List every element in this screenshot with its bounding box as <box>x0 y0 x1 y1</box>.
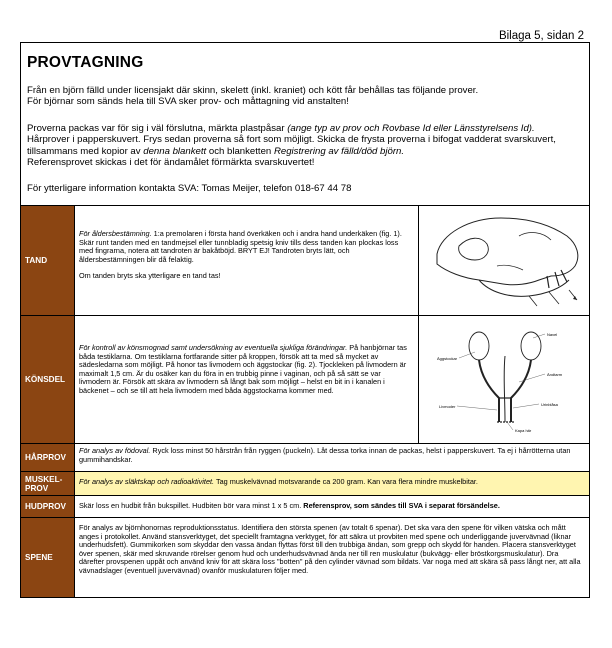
row-hudprov <box>21 495 589 517</box>
row-text <box>74 496 589 517</box>
row-label: HÅRPROV <box>21 444 74 471</box>
row-text <box>74 316 418 443</box>
bear-skull-icon <box>419 206 590 314</box>
figure-label: Ändtarm <box>547 372 563 377</box>
row-label: SPENE <box>21 518 74 597</box>
skull-figure <box>418 206 589 315</box>
lead-text: För analys av släktskap och radioaktivitet. <box>79 477 215 486</box>
row-tand <box>21 205 589 315</box>
row-label: HUDPROV <box>21 496 74 517</box>
intro-text: För björnar som sänds hela till SVA sker prov- och måttagning vid anstalten! <box>27 96 349 108</box>
row-text <box>74 206 418 315</box>
bold-text: Referensprov, som sändes till SVA i separat försändelse. <box>303 501 500 510</box>
page-title: PROVTAGNING <box>27 54 144 71</box>
figure-label: Äggstockar <box>437 356 458 361</box>
row-label: MUSKEL- PROV <box>21 472 74 495</box>
body-text: För analys av björnhonornas reproduktionsstatus. Identifiera den största spenen (av totalt 6 spenar). Det ska vara den spene för vilken vätska och mått anges i protokollet. Använd stansverktyget, det speciellt framtagna verktyget, för att säkra ut provbiten med spene och underliggande juvervävnad (liknar underhudsfett). Gummikorken som skyddar den vassa ändan flyttas först till den trubbiga ändan, som grepp och skydd för handen. Placera stansverktyget över spenen, skär med skruvande rörelser genom hud och underhudsvävnad ända ner till ren muskulatur (bukvägg- eller bröstkorgsmuskulatur). Dra därefter provspenen uppåt och använd kniv för att skära loss "botten" på den cylinder vävnad som bildats. Var noga med att skära så pass långt ner, att alla vävnadslager (eventuell juvervävnad) ovanför muskulaturen följer med. <box>79 523 581 575</box>
intro-text: Proverna packas var för sig i väl förslutna, märkta plastpåsar <box>27 123 288 134</box>
body-text: Skär loss en hudbit från bukspillet. Hudbiten bör vara minst 1 x 5 cm. <box>79 501 304 510</box>
intro-italic: Registrering av fälld/död björn. <box>273 145 405 157</box>
row-text <box>74 444 589 471</box>
row-text <box>74 518 589 597</box>
uterus-figure <box>418 316 589 443</box>
page-reference: Bilaga 5, sidan 2 <box>498 30 584 42</box>
body-text: På hanbjörnar tas båda testiklarna. Om testiklarna fortfarande sitter på kroppen, försök att ta med så mycket av sädesledarna som möjligt. På honor tas livmodern och äggstockar (fig. 2). Tjockleken på livmodern är maximalt 1,5 cm. Är du osäker kan du föra in en trubbig pinne i vaginan, och på så sätt se var livmodern är. Försök att skära av livmodern så långt bak som möjligt – helst en bit in i kanalen i bäckenet – och se till att hela livmodern med båda äggstockarna kommer med. <box>79 343 407 395</box>
figure-label: Livmoder <box>439 404 456 409</box>
intro-paragraph-2 <box>27 123 577 169</box>
lead-text: För analys av födoval. <box>79 446 151 455</box>
intro-text: och blanketten <box>206 145 274 157</box>
row-label: KÖNSDEL <box>21 316 74 443</box>
body-text: Tag muskelvävnad motsvarande ca 200 gram. Kan vara flera mindre muskelbitar. <box>214 477 478 486</box>
provtagning-form <box>20 42 590 598</box>
intro-text: Hårprover i papperskuvert. Frys sedan proverna så fort som möjligt. Skicka de frysta proverna i bifogat vadderat svarskuvert, tillsammans med kopior av <box>27 134 556 157</box>
intro-section <box>21 43 589 205</box>
figure-label: Urinblåsa <box>541 402 558 407</box>
body-text: Ryck loss minst 50 hårstrån från ryggen (puckeln). Låt dessa torka innan de packas, helst i papperskuvert. Ta ej i hårrötterna utan gummihandskar. <box>79 446 571 464</box>
row-harprov <box>21 443 589 471</box>
intro-paragraph-1 <box>27 85 577 108</box>
row-konsdel <box>21 315 589 443</box>
body-text: Om tanden bryts ska ytterligare en tand tas! <box>79 271 221 281</box>
intro-italic: denna blankett <box>143 145 207 157</box>
intro-italic: (ange typ av prov och Rovbase Id eller Länsstyrelsens Id). <box>287 123 535 134</box>
intro-text: Referensprovet skickas i det för ändamålet förmärkta svarskuvertet! <box>27 157 315 169</box>
reproductive-organs-icon <box>419 316 590 442</box>
row-label: TAND <box>21 206 74 315</box>
lead-text: För kontroll av könsmognad samt undersökning av eventuella sjukliga förändringar. <box>79 343 348 352</box>
figure-label: Navel <box>547 332 558 337</box>
row-text <box>74 472 589 495</box>
row-spene <box>21 517 589 598</box>
body-text: 1:a premolaren i första hand överkäken och i andra hand underkäken (fig. 1). Skär runt tanden med en tandmejsel eller tunnbladig spetsig kniv tills dess tanden kan plockas loss med fingrarna, notera att tandroten är bakåtböjd. BRYT EJ! Tandroten bryts lätt, och åldersbestämningen blir då felaktig. <box>79 229 402 264</box>
figure-label: Kapa här <box>515 428 532 433</box>
contact-info: För ytterligare information kontakta SVA: Tomas Meijer, telefon 018-67 44 78 <box>27 183 352 194</box>
lead-text: För åldersbestämning. <box>79 229 152 238</box>
intro-text: Från en björn fälld under licensjakt där skinn, skelett (inkl. kraniet) och kött får behållas tas följande prover. <box>27 85 479 96</box>
row-muskelprov <box>21 471 589 495</box>
